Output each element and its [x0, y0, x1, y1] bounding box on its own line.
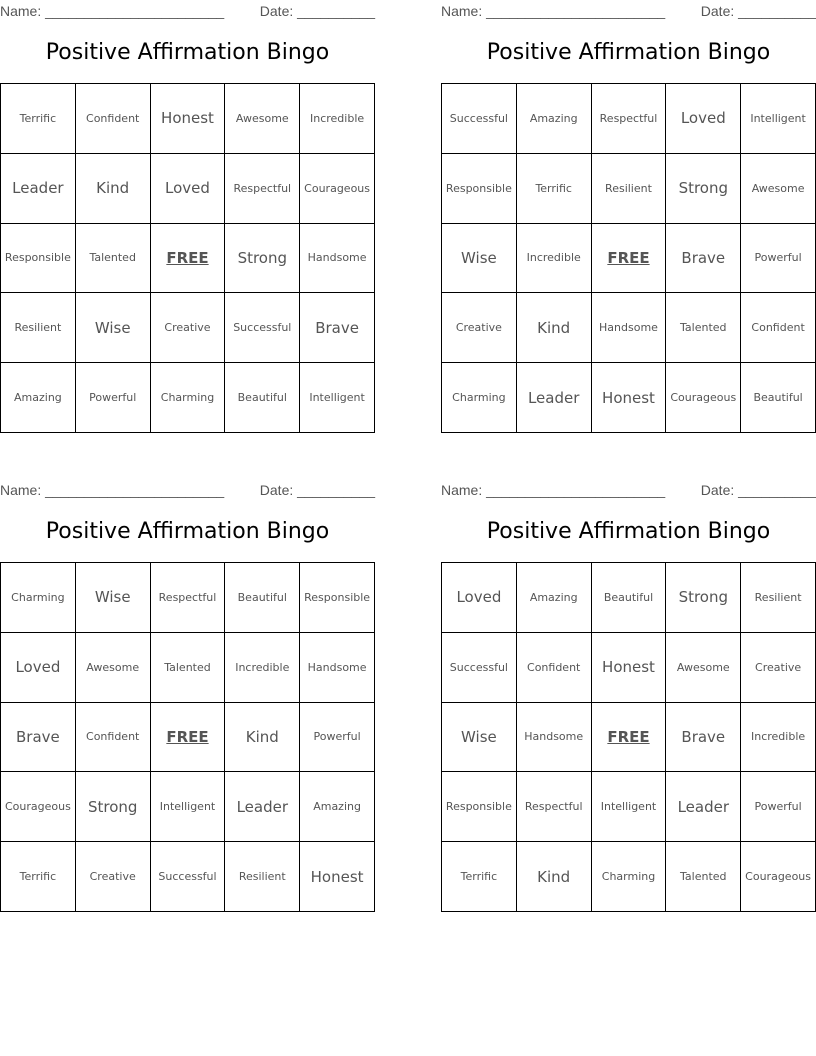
bingo-cell: Brave: [1, 703, 76, 773]
bingo-grid: [0, 562, 375, 912]
bingo-cell: Terrific: [517, 154, 592, 224]
bingo-cell: Loved: [666, 84, 741, 154]
bingo-cell: Beautiful: [225, 363, 300, 433]
free-space-cell: FREE: [592, 703, 667, 773]
bingo-cell: Handsome: [300, 633, 375, 703]
bingo-cell: Respectful: [517, 772, 592, 842]
bingo-cell: Leader: [666, 772, 741, 842]
bingo-cell: Responsible: [442, 154, 517, 224]
bingo-cell: Awesome: [225, 84, 300, 154]
name-field-label: Name: _______________________: [441, 482, 666, 498]
bingo-cell: Respectful: [151, 563, 226, 633]
bingo-cell: Powerful: [300, 703, 375, 773]
bingo-cell: Resilient: [741, 563, 816, 633]
free-space-cell: FREE: [592, 224, 667, 294]
name-field-label: Name: _______________________: [0, 3, 225, 19]
name-field-label: Name: _______________________: [441, 3, 666, 19]
bingo-cell: Talented: [666, 293, 741, 363]
bingo-cell: Beautiful: [592, 563, 667, 633]
bingo-cell: Honest: [592, 363, 667, 433]
bingo-cell: Powerful: [741, 772, 816, 842]
card-title: Positive Affirmation Bingo: [45, 40, 330, 65]
bingo-cell: Amazing: [517, 84, 592, 154]
bingo-cell: Intelligent: [300, 363, 375, 433]
bingo-cell: Amazing: [300, 772, 375, 842]
bingo-cell: Respectful: [225, 154, 300, 224]
free-space-cell: FREE: [151, 224, 226, 294]
bingo-cell: Intelligent: [151, 772, 226, 842]
bingo-cell: Charming: [151, 363, 226, 433]
bingo-cell: Wise: [76, 293, 151, 363]
bingo-cell: Creative: [151, 293, 226, 363]
bingo-cell: Charming: [1, 563, 76, 633]
bingo-cell: Powerful: [76, 363, 151, 433]
bingo-grid: [441, 562, 816, 912]
bingo-cell: Courageous: [741, 842, 816, 912]
bingo-cell: Honest: [151, 84, 226, 154]
bingo-cell: Incredible: [300, 84, 375, 154]
name-date-line: [0, 479, 375, 499]
bingo-cell: Kind: [517, 293, 592, 363]
bingo-cell: Confident: [76, 703, 151, 773]
bingo-cell: Successful: [225, 293, 300, 363]
date-field-label: Date: __________: [259, 3, 375, 19]
bingo-cell: Strong: [76, 772, 151, 842]
bingo-cell: Incredible: [741, 703, 816, 773]
bingo-cell: Strong: [225, 224, 300, 294]
bingo-cell: Talented: [666, 842, 741, 912]
bingo-cell: Incredible: [517, 224, 592, 294]
bingo-cell: Wise: [442, 703, 517, 773]
card-title: Positive Affirmation Bingo: [486, 519, 771, 544]
bingo-cell: Handsome: [300, 224, 375, 294]
name-date-line: [441, 0, 816, 20]
bingo-cell: Talented: [151, 633, 226, 703]
name-date-line: [0, 0, 375, 20]
bingo-cell: Responsible: [1, 224, 76, 294]
free-space-cell: FREE: [151, 703, 226, 773]
bingo-cell: Strong: [666, 563, 741, 633]
bingo-cell: Courageous: [666, 363, 741, 433]
bingo-cell: Charming: [592, 842, 667, 912]
bingo-cell: Brave: [666, 224, 741, 294]
bingo-cell: Amazing: [1, 363, 76, 433]
bingo-cell: Incredible: [225, 633, 300, 703]
bingo-cell: Beautiful: [225, 563, 300, 633]
bingo-cell: Responsible: [300, 563, 375, 633]
bingo-cell: Honest: [300, 842, 375, 912]
bingo-cell: Successful: [442, 633, 517, 703]
bingo-cell: Kind: [225, 703, 300, 773]
bingo-cell: Loved: [1, 633, 76, 703]
bingo-cell: Creative: [442, 293, 517, 363]
bingo-cell: Intelligent: [592, 772, 667, 842]
bingo-cell: Kind: [517, 842, 592, 912]
bingo-cell: Awesome: [666, 633, 741, 703]
bingo-cell: Creative: [76, 842, 151, 912]
bingo-cell: Courageous: [300, 154, 375, 224]
bingo-grid: [0, 83, 375, 433]
bingo-cell: Brave: [300, 293, 375, 363]
bingo-cell: Loved: [442, 563, 517, 633]
bingo-cell: Terrific: [1, 84, 76, 154]
date-field-label: Date: __________: [700, 3, 816, 19]
bingo-cell: Handsome: [592, 293, 667, 363]
name-field-label: Name: _______________________: [0, 482, 225, 498]
bingo-cell: Brave: [666, 703, 741, 773]
bingo-cell: Leader: [517, 363, 592, 433]
bingo-cell: Confident: [517, 633, 592, 703]
bingo-cell: Leader: [1, 154, 76, 224]
bingo-cell: Honest: [592, 633, 667, 703]
card-title: Positive Affirmation Bingo: [486, 40, 771, 65]
bingo-cell: Handsome: [517, 703, 592, 773]
bingo-cell: Wise: [442, 224, 517, 294]
bingo-cell: Confident: [741, 293, 816, 363]
bingo-cell: Leader: [225, 772, 300, 842]
bingo-cell: Talented: [76, 224, 151, 294]
bingo-cell: Amazing: [517, 563, 592, 633]
bingo-cell: Kind: [76, 154, 151, 224]
bingo-cell: Successful: [442, 84, 517, 154]
bingo-cell: Beautiful: [741, 363, 816, 433]
bingo-cell: Strong: [666, 154, 741, 224]
bingo-cell: Resilient: [225, 842, 300, 912]
bingo-cell: Successful: [151, 842, 226, 912]
bingo-cell: Powerful: [741, 224, 816, 294]
bingo-cell: Intelligent: [741, 84, 816, 154]
bingo-grid: [441, 83, 816, 433]
bingo-cell: Terrific: [1, 842, 76, 912]
bingo-cell: Creative: [741, 633, 816, 703]
bingo-cell: Courageous: [1, 772, 76, 842]
name-date-line: [441, 479, 816, 499]
card-title: Positive Affirmation Bingo: [45, 519, 330, 544]
bingo-cell: Charming: [442, 363, 517, 433]
bingo-cell: Respectful: [592, 84, 667, 154]
bingo-cell: Confident: [76, 84, 151, 154]
bingo-cell: Resilient: [592, 154, 667, 224]
bingo-cell: Awesome: [76, 633, 151, 703]
date-field-label: Date: __________: [700, 482, 816, 498]
bingo-cell: Responsible: [442, 772, 517, 842]
bingo-cell: Terrific: [442, 842, 517, 912]
bingo-cell: Resilient: [1, 293, 76, 363]
bingo-cell: Loved: [151, 154, 226, 224]
date-field-label: Date: __________: [259, 482, 375, 498]
bingo-cell: Wise: [76, 563, 151, 633]
bingo-cell: Awesome: [741, 154, 816, 224]
